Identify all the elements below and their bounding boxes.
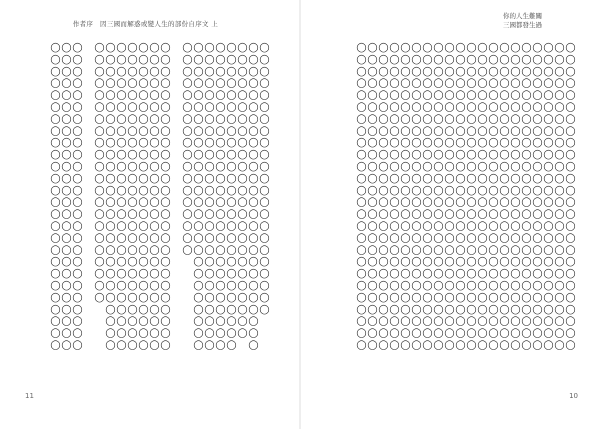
text-column: ◯◯◯◯◯◯◯◯◯◯◯◯◯◯◯◯◯◯◯◯◯◯◯◯◯◯ [248,42,259,352]
page-number-right: 10 [569,392,578,400]
text-column: ◯◯◯◯◯◯◯◯◯◯◯◯◯◯◯◯◯◯◯◯◯◯◯◯◯◯ [411,42,422,352]
text-column: ◯◯◯◯◯◯◯◯◯◯◯◯◯◯◯◯◯◯◯◯◯◯◯◯◯◯ [116,42,127,352]
text-column: ◯◯◯◯◯◯◯◯◯◯◯◯◯◯◯◯◯◯◯◯◯◯◯◯◯◯ [193,42,204,352]
running-head-line-2: 三國都發生過 [503,21,542,29]
text-column: ◯◯◯◯◯◯◯◯◯◯◯◯◯◯◯◯◯◯◯◯◯◯◯◯◯◯ [215,42,226,352]
text-column: ◯◯◯◯◯◯◯◯◯◯◯◯◯◯◯◯◯◯◯◯◯◯◯◯◯◯ [50,42,61,352]
text-column: ◯◯◯◯◯◯◯◯◯◯◯◯◯◯◯◯◯◯◯◯◯◯◯◯◯◯ [444,42,455,352]
text-column: ◯◯◯◯◯◯◯◯◯◯◯◯◯◯◯◯◯◯◯◯◯◯◯◯◯◯ [466,42,477,352]
text-column: ◯◯◯◯◯◯◯◯◯◯◯◯◯◯◯◯◯◯◯◯◯◯◯◯◯◯ [521,42,532,352]
text-column: ◯◯◯◯◯◯◯◯◯◯◯◯◯◯◯◯◯◯◯◯◯◯◯◯◯◯ [138,42,149,352]
running-head-line-1: 你的人生難關 [503,12,542,20]
text-column: ◯◯◯◯◯◯◯◯◯◯◯◯◯◯◯◯◯◯◯◯◯◯◯◯◯◯ [356,42,367,352]
text-column: ◯◯◯◯◯◯◯◯◯◯◯◯◯◯◯◯◯◯◯◯◯◯◯◯◯◯ [499,42,510,352]
text-column: ◯◯◯◯◯◯◯◯◯◯◯◯◯◯◯◯◯◯◯◯◯◯◯◯◯◯ [554,42,565,352]
text-column: ◯◯◯◯◯◯◯◯◯◯◯◯◯◯◯◯◯◯◯◯◯◯◯ [259,42,270,316]
text-column: ◯◯◯◯◯◯◯◯◯◯◯◯◯◯◯◯◯◯◯◯◯◯◯◯◯◯ [532,42,543,352]
text-column: ◯◯◯◯◯◯◯◯◯◯◯◯◯◯◯◯◯◯◯◯◯◯◯◯◯◯ [389,42,400,352]
text-column: ◯◯◯◯◯◯◯◯◯◯◯◯◯◯◯◯◯◯◯◯◯◯◯◯◯◯ [367,42,378,352]
text-column: ◯◯◯◯◯◯◯◯◯◯◯◯◯◯◯◯◯◯◯◯◯◯◯◯◯◯ [543,42,554,352]
left-page-body [22,42,270,360]
text-column: ◯◯◯◯◯◯◯◯◯◯◯◯◯◯◯◯◯◯◯◯◯◯◯◯◯◯ [510,42,521,352]
running-head-left: 作者序 因三國而解惑或變人生的部份自序文 上 [72,20,218,28]
text-column: ◯◯◯◯◯◯◯◯◯◯◯◯◯◯◯◯◯◯ [182,42,193,257]
right-page [300,0,600,429]
text-column: ◯◯◯◯◯◯◯◯◯◯◯◯◯◯◯◯◯◯◯◯◯◯◯◯◯◯ [433,42,444,352]
text-column: ◯◯◯◯◯◯◯◯◯◯◯◯◯◯◯◯◯◯◯◯◯◯◯◯◯◯ [400,42,411,352]
text-column: ◯◯◯◯◯◯◯◯◯◯◯◯◯◯◯◯◯◯◯◯◯◯◯◯◯◯ [127,42,138,352]
text-column: ◯◯◯◯◯◯◯◯◯◯◯◯◯◯◯◯◯◯◯◯◯◯◯◯◯◯ [378,42,389,352]
page-number-left: 11 [25,392,34,400]
text-column: ◯◯◯◯◯◯◯◯◯◯◯◯◯◯◯◯◯◯◯◯◯◯◯◯◯◯ [422,42,433,352]
text-column: ◯◯◯◯◯◯◯◯◯◯◯◯◯◯◯◯◯◯◯◯◯◯◯◯◯◯ [477,42,488,352]
text-column: ◯◯◯◯◯◯◯◯◯◯◯◯◯◯◯◯◯◯◯◯◯◯◯◯◯◯ [149,42,160,352]
text-column: ◯◯◯◯◯◯◯◯◯◯◯◯◯◯◯◯◯◯◯◯◯◯◯◯◯◯ [160,42,171,352]
text-column: ◯◯◯◯◯◯◯◯◯◯◯◯◯◯◯◯◯◯◯◯◯◯◯◯◯◯ [204,42,215,352]
text-column: ◯◯◯◯◯◯◯◯◯◯◯◯◯◯◯◯◯◯◯◯◯◯◯◯◯◯ [61,42,72,352]
running-head-right [503,12,542,30]
text-column: ◯◯◯◯◯◯◯◯◯◯◯◯◯◯◯◯◯◯◯◯◯◯◯◯◯◯ [565,42,576,352]
text-column: ◯◯◯◯◯◯◯◯◯◯◯◯◯◯◯◯◯◯◯◯◯◯ [94,42,105,304]
paragraph-gap [171,42,182,360]
text-column: ◯◯◯◯◯◯◯◯◯◯◯◯◯◯◯◯◯◯◯◯◯◯◯◯◯ [237,42,248,340]
text-column: ◯◯◯◯◯◯◯◯◯◯◯◯◯◯◯◯◯◯◯◯◯◯◯◯◯◯ [226,42,237,352]
text-column: ◯◯◯◯◯◯◯◯◯◯◯◯◯◯◯◯◯◯◯◯◯◯◯◯◯◯ [72,42,83,352]
text-column: ◯◯◯◯◯◯◯◯◯◯◯◯◯◯◯◯◯◯◯◯◯◯◯◯◯◯ [455,42,466,352]
paragraph-gap [83,42,94,360]
text-column: ◯◯◯◯◯◯◯◯◯◯◯◯◯◯◯◯◯◯◯◯◯◯◯◯◯◯ [488,42,499,352]
text-column: ◯◯◯◯◯◯◯◯◯◯◯◯◯◯◯◯◯◯◯◯◯◯◯◯◯◯ [105,42,116,352]
right-page-body [324,42,576,360]
